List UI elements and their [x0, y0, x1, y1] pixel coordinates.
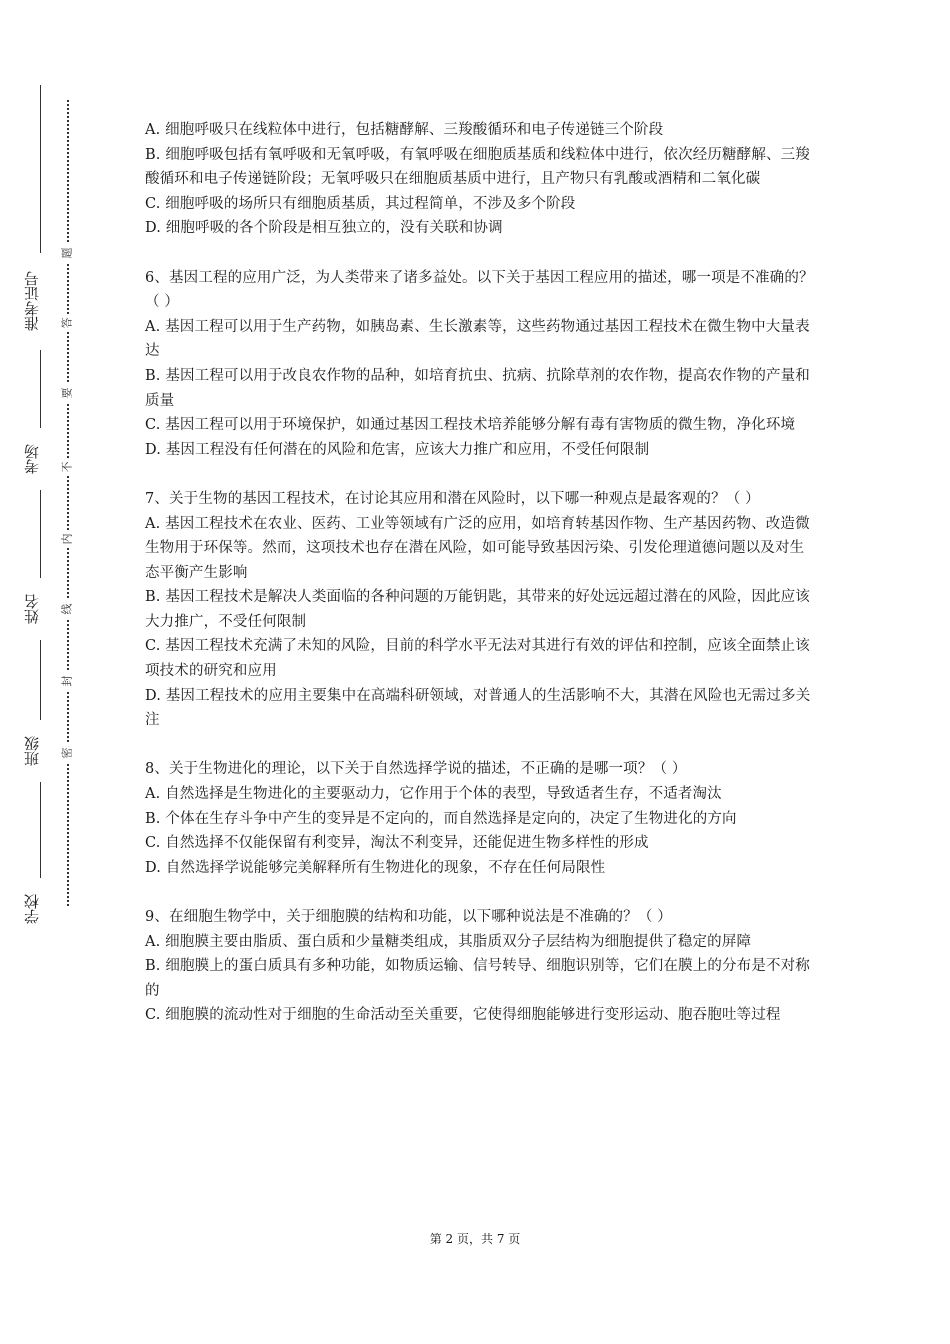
exam-room-label: 考场	[23, 444, 41, 474]
option-b: B. 基因工程技术是解决人类面临的各种问题的万能钥匙，其带来的好处远远超过潜在的风险，因此应该大力推广，不受任何限制	[145, 589, 810, 630]
option-b: B. 个体在生存斗争中产生的变异是不定向的，而自然选择是定向的，决定了生物进化的方向	[145, 810, 737, 827]
option-a: A. 细胞膜主要由脂质、蛋白质和少量糖类组成，其脂质双分子层结构为细胞提供了稳定的屏障	[145, 933, 752, 950]
page-footer: 第 2 页，共 7 页	[429, 1232, 521, 1246]
option-d: D. 基因工程技术的应用主要集中在高端科研领域，对普通人的生活影响不大，其潜在风险也无需过多关注	[145, 687, 811, 729]
question-7	[145, 487, 815, 733]
seal-char: 封	[58, 672, 76, 690]
option-b: B. 细胞呼吸包括有氧呼吸和无氧呼吸，有氧呼吸在细胞质基质和线粒体中进行，依次经历糖酵解、三羧酸循环和电子传递链阶段；无氧呼吸只在细胞质基质中进行，且产物只有乳酸或酒精和二氧化碳	[145, 146, 810, 188]
question-8	[145, 757, 815, 880]
option-c: C. 细胞呼吸的场所只有细胞质基质，其过程简单，不涉及多个阶段	[145, 195, 576, 212]
question-9	[145, 905, 815, 1028]
question-stem: 7、关于生物的基因工程技术，在讨论其应用和潜在风险时，以下哪一种观点是最客观的？（ ）	[145, 490, 760, 507]
seal-line	[67, 100, 69, 906]
option-a: A. 基因工程可以用于生产药物，如胰岛素、生长激素等，这些药物通过基因工程技术在微生物中大量表达	[145, 318, 810, 360]
class-label: 班级	[23, 736, 41, 766]
option-b: B. 基因工程可以用于改良农作物的品种，如培育抗虫、抗病、抗除草剂的农作物，提高农作物的产量和质量	[145, 367, 810, 409]
binding-margin	[0, 0, 110, 1344]
option-c: C. 细胞膜的流动性对于细胞的生命活动至关重要，它使得细胞能够进行变形运动、胞吞胞吐等过程	[145, 1007, 781, 1024]
question-stem: 9、在细胞生物学中，关于细胞膜的结构和功能，以下哪种说法是不准确的？（ ）	[145, 909, 672, 925]
option-d: D. 自然选择学说能够完美解释所有生物进化的现象，不存在任何局限性	[145, 859, 606, 876]
option-c: C. 基因工程可以用于环境保护，如通过基因工程技术培养能够分解有毒有害物质的微生物，净化环境	[145, 417, 796, 434]
option-c: C. 基因工程技术充满了未知的风险，目前的科学水平无法对其进行有效的评估和控制，应该全面禁止该项技术的研究和应用	[145, 638, 810, 680]
question-5-options	[145, 118, 815, 241]
option-b: B. 细胞膜上的蛋白质具有多种功能，如物质运输、信号转导、细胞识别等，它们在膜上的分布是不对称的	[145, 958, 810, 999]
question-stem: 8、关于生物进化的理论，以下关于自然选择学说的描述，不正确的是哪一项？（ ）	[145, 761, 687, 778]
seal-char: 不	[58, 458, 76, 476]
seal-char: 答	[58, 314, 76, 332]
question-6	[145, 266, 815, 463]
option-a: A. 细胞呼吸只在线粒体中进行，包括糖酵解、三羧酸循环和电子传递链三个阶段	[145, 122, 664, 138]
option-d: D. 细胞呼吸的各个阶段是相互独立的，没有关联和协调	[145, 220, 503, 237]
name-label: 姓名	[23, 594, 41, 624]
school-line[interactable]	[40, 782, 41, 878]
option-a: A. 基因工程技术在农业、医药、工业等领域有广泛的应用，如培育转基因作物、生产基因药物、改造微生物用于环保等。然而，这项技术也存在潜在风险，如可能导致基因污染、引发伦理道德问题以及对生态平衡产生影响	[145, 515, 810, 581]
option-d: D. 基因工程没有任何潜在的风险和危害，应该大力推广和应用，不受任何限制	[145, 441, 650, 458]
seal-char: 线	[58, 600, 76, 618]
exam-number-line[interactable]	[40, 85, 41, 253]
seal-char: 密	[58, 744, 76, 762]
option-c: C. 自然选择不仅能保留有利变异，淘汰不利变异，还能促进生物多样性的形成	[145, 835, 649, 852]
option-a: A. 自然选择是生物进化的主要驱动力，它作用于个体的表型，导致适者生存，不适者淘汰	[145, 786, 722, 803]
question-content	[145, 118, 815, 1053]
exam-number-label: 准考证号	[23, 271, 41, 331]
seal-char: 要	[58, 384, 76, 402]
name-line[interactable]	[40, 490, 41, 578]
question-stem: 6、基因工程的应用广泛，为人类带来了诸多益处。以下关于基因工程应用的描述，哪一项是不准确的？（ ）	[145, 269, 814, 311]
seal-char: 题	[58, 244, 76, 262]
school-label: 学校	[23, 894, 41, 924]
exam-room-line[interactable]	[40, 350, 41, 428]
class-line[interactable]	[40, 640, 41, 720]
seal-char: 内	[58, 530, 76, 548]
